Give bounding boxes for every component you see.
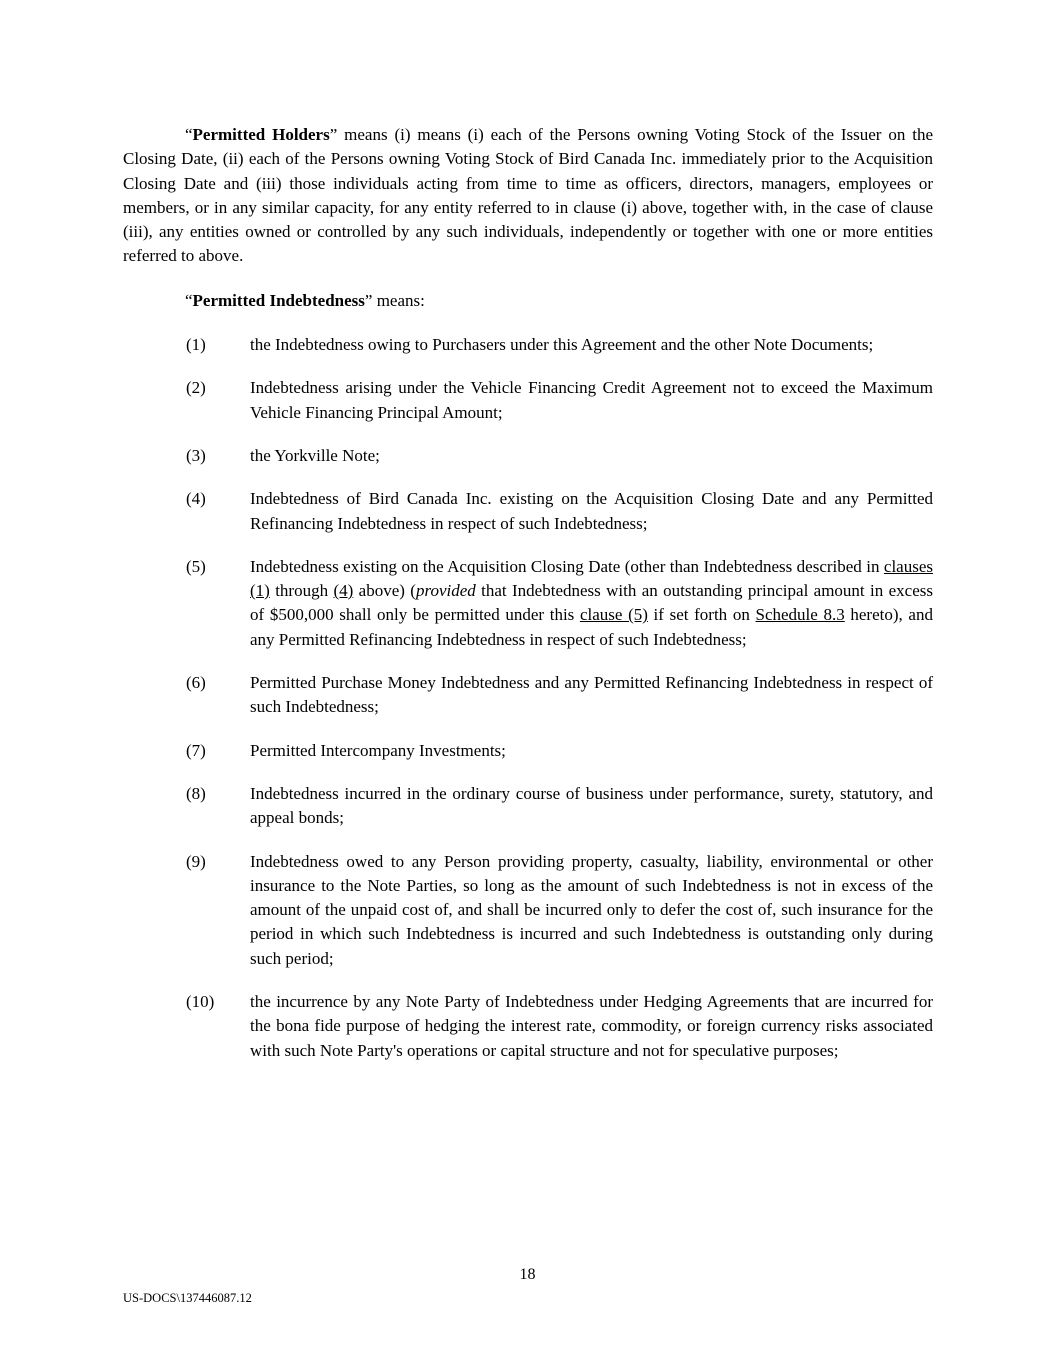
emphasis-provided: provided — [415, 581, 476, 601]
item-text: the Indebtedness owing to Purchasers under this Agreement and the other Note Documents; — [250, 335, 874, 355]
run-text: above) ( — [353, 581, 416, 601]
item-number: (7) — [186, 740, 206, 760]
term-permitted-indebtedness: Permitted Indebtedness — [192, 290, 365, 310]
item-number: (3) — [186, 445, 206, 465]
item-number: (9) — [186, 851, 206, 871]
item-number: (4) — [186, 489, 206, 509]
item-number: (2) — [186, 378, 206, 398]
item-text: Indebtedness of Bird Canada Inc. existing on the Acquisition Closing Date and any Permitted Refinancing Indebtedness in respect of such Indebtedness; — [250, 489, 933, 533]
reference-clause-5: clause (5) — [579, 605, 648, 625]
run-text: through — [269, 581, 334, 601]
document-id-footer: US-DOCS\137446087.12 — [123, 1291, 252, 1305]
list-item-2 — [123, 376, 933, 425]
item-text: Indebtedness arising under the Vehicle Financing Credit Agreement not to exceed the Maximum Vehicle Financing Principal Amount; — [250, 378, 933, 422]
page-number: 18 — [519, 1266, 536, 1283]
item-number: (10) — [186, 992, 215, 1012]
definition-permitted-indebtedness — [123, 289, 933, 313]
item-text: the Yorkville Note; — [250, 445, 380, 465]
permitted-indebtedness-list — [123, 333, 933, 1063]
list-item-8 — [123, 782, 933, 831]
item-number: (8) — [186, 783, 206, 803]
run-text: hereto), and any Permitted Refinancing Indebtedness in respect of such Indebtedness; — [250, 605, 933, 649]
run-text: that Indebtedness with an outstanding principal amount in excess of $500,000 shall only be permitted under this — [250, 581, 933, 625]
item-number: (1) — [186, 335, 206, 355]
item-text: Permitted Intercompany Investments; — [250, 740, 506, 760]
item-text: Permitted Purchase Money Indebtedness and any Permitted Refinancing Indebtedness in respect of such Indebtedness; — [250, 673, 933, 717]
item-number: (6) — [186, 673, 206, 693]
document-body — [123, 123, 933, 1082]
definition-text: ” means (i) means (i) each of the Persons owning Voting Stock of the Issuer on the Closing Date, (ii) each of the Persons owning Voting Stock of Bird Canada Inc. immediately prior to the Acquisition Closing Date and (iii) those individuals acting from time to time as officers, directors, managers, employees or members, or in any similar capacity, for any entity referred to in clause (i) above, together with, in the case of clause (iii), any entities owned or controlled by any such individuals, independently or together with one or more entities referred to above. — [123, 125, 933, 266]
list-item-10 — [123, 990, 933, 1063]
list-item-5 — [123, 555, 933, 652]
reference-schedule-8-3: Schedule 8.3 — [755, 605, 845, 625]
definition-permitted-holders — [123, 123, 933, 269]
list-item-7 — [123, 739, 933, 763]
reference-clause-4: (4) — [333, 581, 354, 601]
list-item-6 — [123, 671, 933, 720]
item-text: the incurrence by any Note Party of Indebtedness under Hedging Agreements that are incurred for the bona fide purpose of hedging the interest rate, commodity, or foreign currency risks associated with such Note Party's operations or capital structure and not for speculative purposes; — [250, 992, 933, 1060]
open-quote: “ — [185, 290, 193, 310]
reference-clauses-1: clauses (1) — [250, 556, 933, 601]
open-quote: “ — [185, 125, 193, 144]
item-text — [250, 555, 933, 652]
run-text: Indebtedness existing on the Acquisition Closing Date (other than Indebtedness described in — [250, 556, 884, 576]
term-permitted-holders: Permitted Holders — [192, 125, 330, 144]
item-text: Indebtedness owed to any Person providing property, casualty, liability, environmental or other insurance to the Note Parties, so long as the amount of such Indebtedness is not in excess of the amount of the unpaid cost of, and shall be incurred only to defer the cost of, such insurance for the period in which such Indebtedness is incurred and such Indebtedness is outstanding only during such period; — [250, 851, 933, 968]
list-item-4 — [123, 487, 933, 536]
definition-text: ” means: — [364, 290, 425, 310]
run-text: if set forth on — [647, 605, 756, 625]
item-text: Indebtedness incurred in the ordinary course of business under performance, surety, statutory, and appeal bonds; — [250, 783, 933, 828]
list-item-9 — [123, 850, 933, 971]
list-item-1 — [123, 333, 933, 357]
item-number: (5) — [186, 556, 206, 576]
list-item-3 — [123, 444, 933, 468]
